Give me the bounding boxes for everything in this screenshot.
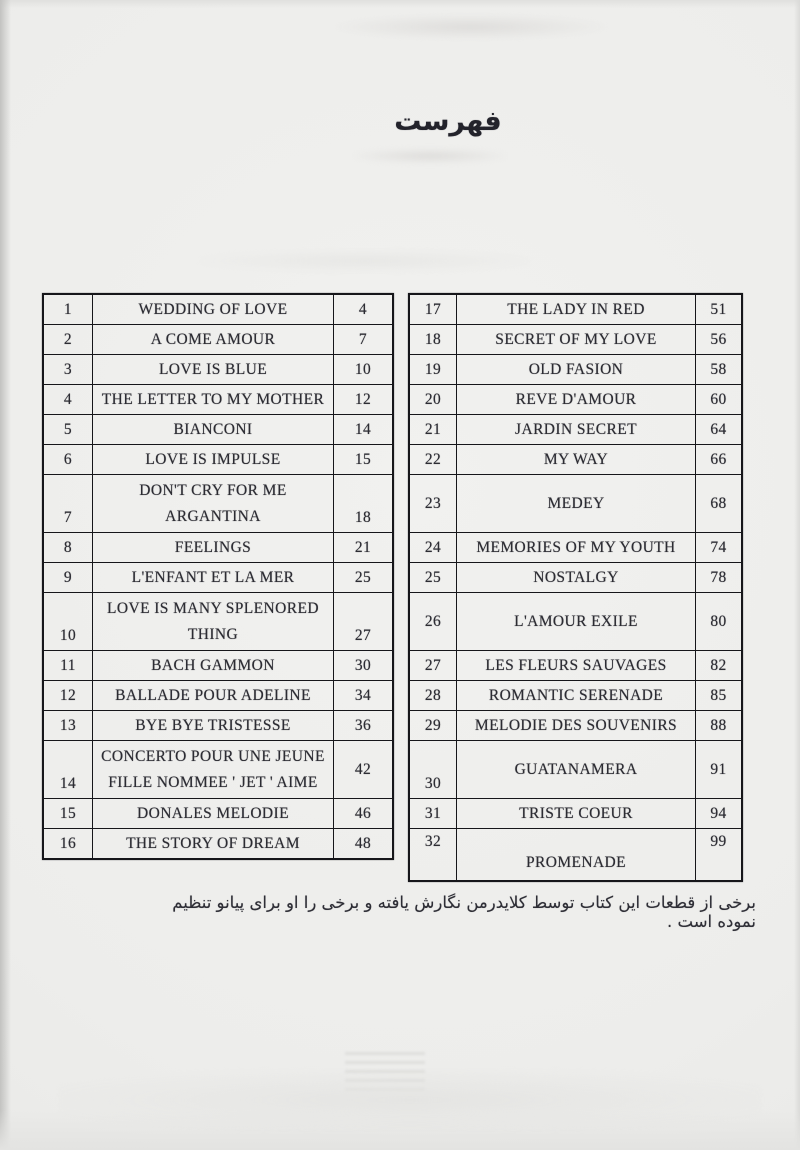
toc-entry-page: 34 (354, 686, 372, 704)
toc-entry-page: 64 (710, 420, 727, 438)
toc-entry-number: 19 (424, 360, 442, 378)
toc-entry-number: 17 (424, 300, 442, 318)
toc-entry-title: ROMANTIC SERENADE (456, 681, 696, 710)
table-row (410, 295, 741, 324)
scan-smudge (200, 250, 530, 272)
title-line: ARGANTINA (165, 507, 261, 525)
toc-entry-number: 21 (424, 420, 442, 438)
table-row (410, 798, 741, 828)
toc-entry-number: 27 (424, 656, 442, 674)
toc-entry-page: 78 (710, 568, 727, 586)
toc-entry-number: 22 (424, 450, 442, 468)
toc-entry-page: 74 (710, 538, 727, 556)
toc-entry-title: THE STORY OF DREAM (92, 829, 334, 858)
toc-entry-page: 85 (710, 686, 727, 704)
scan-edge-left (0, 0, 11, 1150)
toc-entry-page: 48 (354, 834, 372, 852)
toc-entry-title (92, 741, 334, 798)
toc-entry-title: WEDDING OF LOVE (92, 295, 334, 324)
toc-entry-title: BACH GAMMON (92, 651, 334, 680)
title-line: FILLE NOMMEE ' JET ' AIME (108, 773, 318, 791)
toc-entry-number: 31 (424, 804, 442, 822)
toc-entry-title: BYE BYE TRISTESSE (92, 711, 334, 740)
toc-table-left (42, 293, 394, 860)
toc-entry-page: 80 (710, 612, 727, 630)
toc-entry-title (92, 475, 334, 532)
toc-entry-title: BIANCONI (92, 415, 334, 444)
table-row (44, 650, 392, 680)
toc-entry-number: 25 (424, 568, 442, 586)
toc-entry-title: OLD FASION (456, 355, 696, 384)
toc-entry-page: 66 (710, 450, 727, 468)
table-row (44, 444, 392, 474)
toc-entry-title: NOSTALGY (456, 563, 696, 592)
toc-entry-page: 10 (354, 360, 372, 378)
toc-entry-number: 5 (63, 420, 73, 438)
table-row (44, 798, 392, 828)
toc-entry-title: GUATANAMERA (456, 741, 696, 798)
toc-entry-page: 56 (710, 330, 727, 348)
toc-entry-page: 18 (354, 509, 372, 526)
toc-entry-page: 88 (710, 716, 727, 734)
title-line: LOVE IS MANY SPLENORED (107, 599, 319, 617)
toc-entry-number: 1 (63, 300, 73, 318)
toc-entry-number: 6 (63, 450, 73, 468)
table-row (44, 414, 392, 444)
scan-smudge (330, 14, 610, 40)
table-row (410, 680, 741, 710)
toc-entry-number: 13 (59, 716, 77, 734)
toc-entry-page: 82 (710, 656, 727, 674)
scan-smudge (345, 1052, 425, 1092)
toc-entry-number: 23 (424, 494, 442, 512)
toc-entry-page: 4 (358, 300, 368, 318)
table-row (410, 324, 741, 354)
title-line: CONCERTO POUR UNE JEUNE (101, 747, 325, 765)
title-line: DON'T CRY FOR ME (139, 481, 287, 499)
toc-entry-number: 7 (63, 509, 73, 526)
toc-entry-number: 24 (424, 538, 442, 556)
toc-entry-page: 42 (354, 760, 372, 778)
table-row (44, 474, 392, 532)
toc-entry-title: THE LADY IN RED (456, 295, 696, 324)
toc-entry-title: MELODIE DES SOUVENIRS (456, 711, 696, 740)
toc-entry-page: 68 (710, 494, 727, 512)
toc-entry-page: 21 (354, 538, 372, 556)
toc-entry-page: 25 (354, 568, 372, 586)
toc-entry-title: LOVE IS BLUE (92, 355, 334, 384)
table-row (410, 444, 741, 474)
table-row (44, 562, 392, 592)
toc-entry-page: 46 (354, 804, 372, 822)
table-row (44, 532, 392, 562)
table-row (410, 532, 741, 562)
toc-entry-number: 12 (59, 686, 77, 704)
toc-entry-page: 14 (354, 420, 372, 438)
toc-entry-title: PROMENADE (456, 829, 696, 880)
table-row (410, 562, 741, 592)
table-row (44, 680, 392, 710)
toc-entry-title: JARDIN SECRET (456, 415, 696, 444)
scan-edge-bottom (0, 1110, 800, 1150)
toc-entry-page: 27 (354, 627, 372, 644)
toc-entry-title: TRISTE COEUR (456, 799, 696, 828)
table-row (410, 650, 741, 680)
toc-entry-number: 20 (424, 390, 442, 408)
toc-entry-title: BALLADE POUR ADELINE (92, 681, 334, 710)
table-row (44, 295, 392, 324)
toc-entry-title: THE LETTER TO MY MOTHER (92, 385, 334, 414)
toc-entry-page: 7 (358, 330, 368, 348)
page-title: فهرست (394, 106, 502, 137)
toc-entry-number: 2 (63, 330, 73, 348)
table-row (44, 384, 392, 414)
toc-entry-number: 18 (424, 330, 442, 348)
toc-entry-page: 58 (710, 360, 727, 378)
toc-entry-title: MEDEY (456, 475, 696, 532)
toc-entry-number: 16 (59, 834, 77, 852)
footnote-text: برخی از قطعات این کتاب توسط کلایدرمن نگارش یافته و برخی را او برای پیانو تنظیم نموده است . (172, 893, 756, 931)
toc-entry-page: 51 (710, 300, 727, 318)
toc-entry-page: 94 (710, 804, 727, 822)
table-row (410, 354, 741, 384)
toc-entry-page: 30 (354, 656, 372, 674)
toc-entry-page: 36 (354, 716, 372, 734)
toc-entry-page: 15 (354, 450, 372, 468)
table-row (44, 828, 392, 858)
toc-entry-title: MY WAY (456, 445, 696, 474)
scan-edge-top (0, 0, 800, 8)
toc-entry-number: 8 (63, 538, 73, 556)
scan-edge-right (794, 0, 800, 1150)
toc-entry-number: 4 (63, 390, 73, 408)
table-row (44, 710, 392, 740)
toc-entry-title: REVE D'AMOUR (456, 385, 696, 414)
table-row (410, 828, 741, 880)
table-row (410, 710, 741, 740)
toc-entry-title: DONALES MELODIE (92, 799, 334, 828)
toc-entry-title: SECRET OF MY LOVE (456, 325, 696, 354)
table-row (410, 740, 741, 798)
toc-entry-page: 99 (710, 833, 727, 850)
toc-entry-title: LES FLEURS SAUVAGES (456, 651, 696, 680)
toc-entry-number: 28 (424, 686, 442, 704)
toc-table-right (408, 293, 743, 882)
toc-entry-title: A COME AMOUR (92, 325, 334, 354)
table-row (44, 354, 392, 384)
toc-entry-number: 3 (63, 360, 73, 378)
table-row (44, 324, 392, 354)
toc-entry-title: L'AMOUR EXILE (456, 593, 696, 650)
toc-entry-title: FEELINGS (92, 533, 334, 562)
title-line: THING (187, 625, 239, 643)
scan-smudge (355, 148, 505, 164)
toc-entry-number: 30 (424, 775, 442, 792)
toc-entry-title (92, 593, 334, 650)
table-row (410, 474, 741, 532)
table-row (44, 592, 392, 650)
toc-entry-number: 32 (424, 833, 442, 850)
toc-entry-number: 29 (424, 716, 442, 734)
toc-entry-number: 10 (59, 627, 77, 644)
table-row (410, 414, 741, 444)
toc-entry-number: 15 (59, 804, 77, 822)
toc-entry-number: 11 (60, 656, 76, 674)
table-row (410, 592, 741, 650)
toc-entry-title: LOVE IS IMPULSE (92, 445, 334, 474)
table-row (44, 740, 392, 798)
toc-entry-page: 12 (354, 390, 372, 408)
toc-entry-number: 14 (59, 775, 77, 792)
toc-entry-number: 9 (63, 568, 73, 586)
table-row (410, 384, 741, 414)
toc-entry-title: MEMORIES OF MY YOUTH (456, 533, 696, 562)
toc-entry-number: 26 (424, 612, 442, 630)
toc-entry-title: L'ENFANT ET LA MER (92, 563, 334, 592)
toc-entry-page: 60 (710, 390, 727, 408)
toc-entry-page: 91 (710, 760, 727, 778)
